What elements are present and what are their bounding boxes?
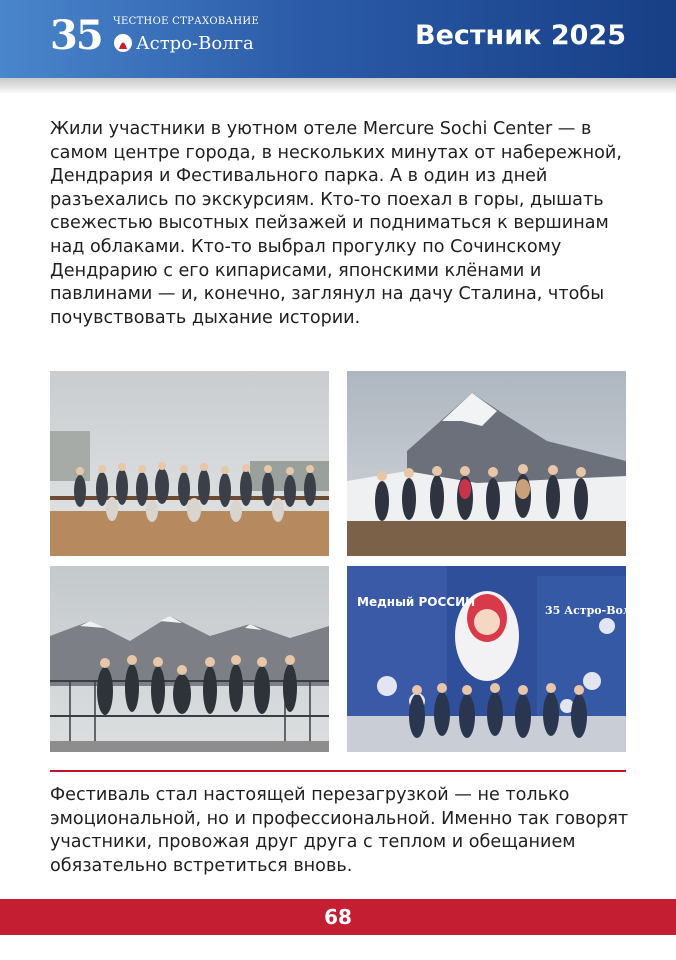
page-header xyxy=(0,0,676,78)
backdrop-banner-right: 35 Астро-Волга xyxy=(545,604,645,617)
section-divider xyxy=(50,770,626,772)
article-paragraph-1: Жили участники в уютном отеле Mercure Sochi Center — в самом центре города, в нескольких минутах от набережной, Дендрария и Фестивального парка. А в один из дней разъехались по экскурсиям. Кто-то поехал в горы, дышать свежестью высотных пейзажей и подниматься к вершинам над облаками. Кто-то выбрал прогулку по Сочинскому Дендрарию с его кипарисами, японскими клёнами и павлинами — и, конечно, заглянул на дачу Сталина, чтобы почувствовать дыхание истории. xyxy=(50,119,622,328)
photo-group-mountain-railing xyxy=(50,566,329,752)
photo-group-observation-deck xyxy=(50,371,329,556)
article-paragraph-2: Фестиваль стал настоящей перезагрузкой — не только эмоциональной, но и профессиональной. Именно так говорят участники, провожая друг друга с теплом и обещанием обязательно встретиться вновь. xyxy=(50,785,629,876)
logo-company-name: Астро-Волга xyxy=(136,33,254,54)
issue-title: Вестник 2025 xyxy=(415,20,626,51)
page-footer xyxy=(0,899,676,935)
photo-group-snowy-mountain xyxy=(347,371,626,556)
photo-group-festival-backdrop xyxy=(347,566,645,752)
logo-tagline: ЧЕСТНОЕ СТРАХОВАНИЕ xyxy=(113,16,260,27)
page-number: 68 xyxy=(324,905,352,929)
backdrop-banner-left: Медный РОССИИ xyxy=(357,595,476,609)
logo-emblem-icon xyxy=(113,32,133,54)
logo-anniversary-number: 35 xyxy=(50,12,102,59)
header-shadow xyxy=(0,78,676,94)
